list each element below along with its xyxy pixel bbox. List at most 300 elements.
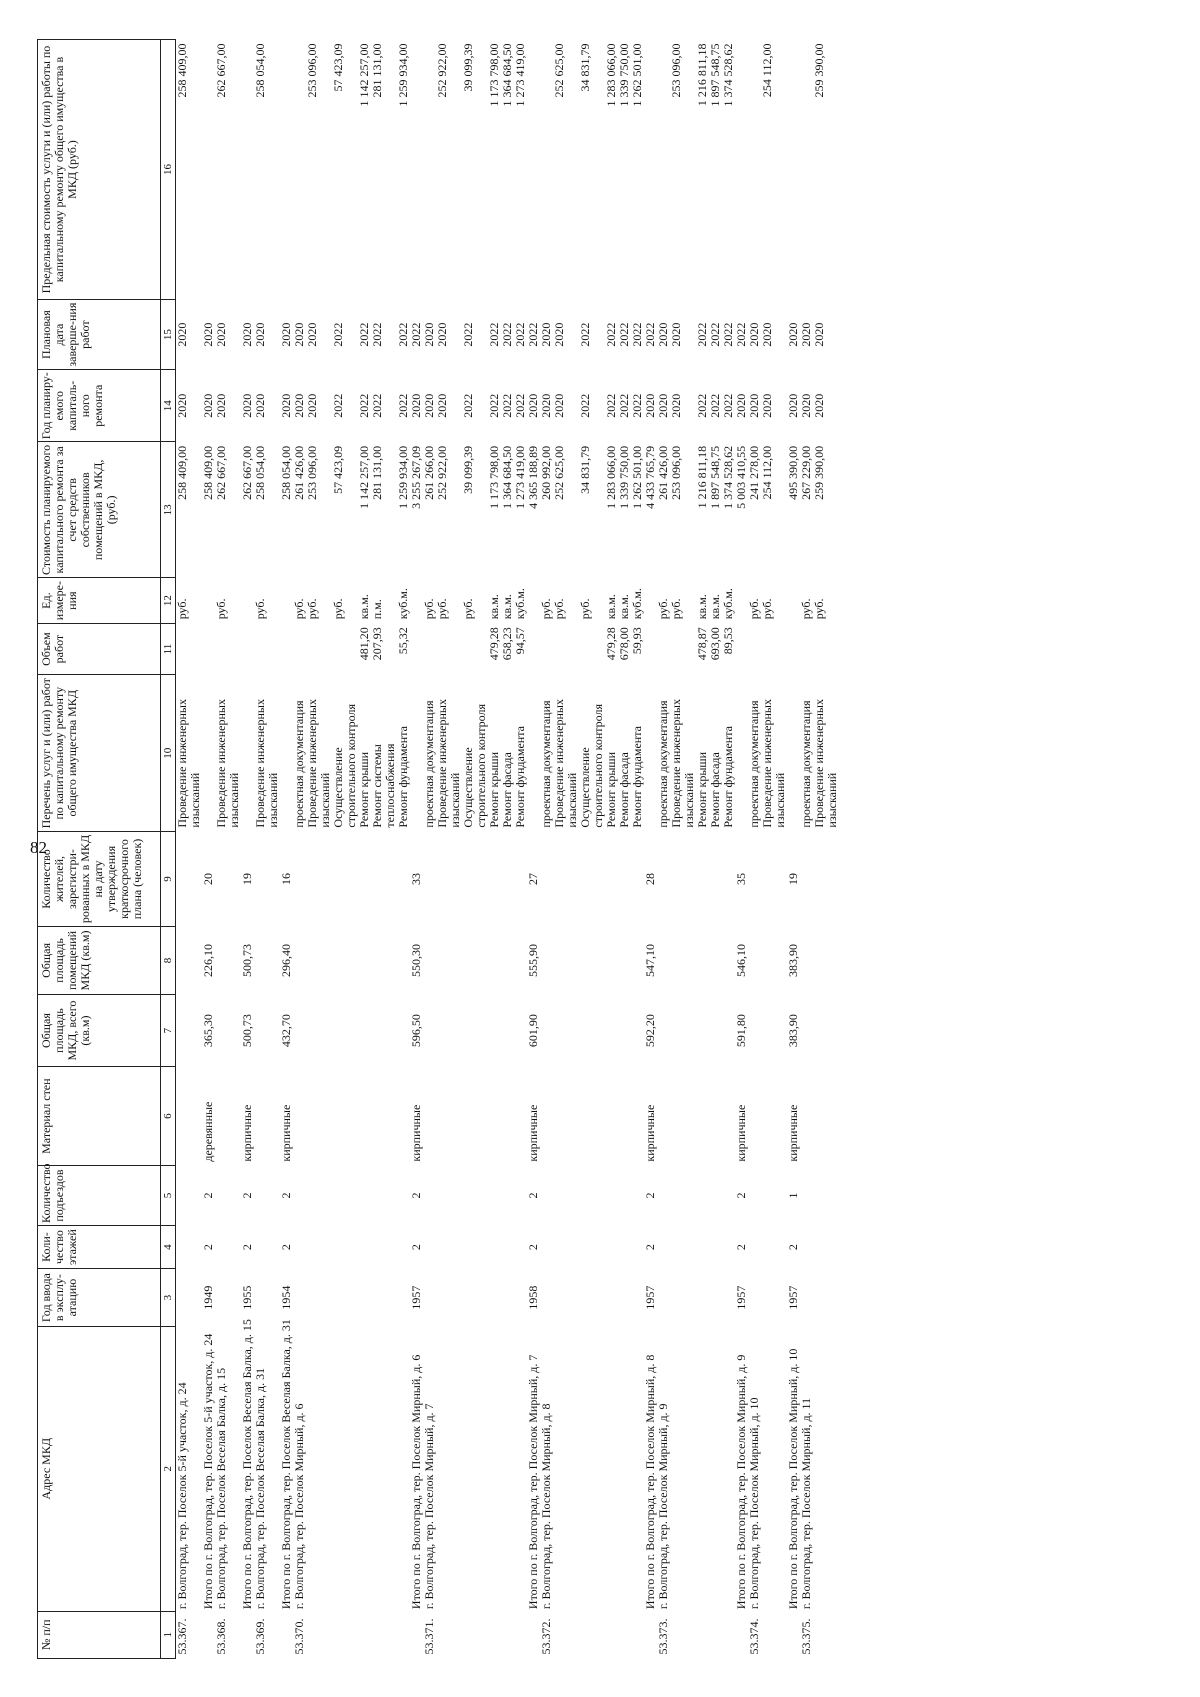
col-number: 7 [161,994,176,1066]
cell-work-type: Ремонт фундамента [630,726,644,828]
cell-address [761,1326,787,1611]
cell-unit: кв.м. [500,594,514,620]
cell-volume [254,623,280,675]
cell-cost: 495 390,00 [786,445,800,500]
cell-plan-year: 2020 [409,393,423,418]
cell-limit-cost: 281 131,00 [370,43,384,98]
cell-total-area [813,994,839,1066]
cell-entrances [748,1166,761,1226]
cell-plan-year: 2022 [370,393,384,418]
col-header: Общая площадь МКД, всего (кв.м) [38,994,161,1066]
cell-premises-area: 383,90 [786,943,800,977]
cell-work-type: проектная документация [422,700,436,828]
cell-premises-area [423,926,436,994]
table-row [371,40,397,1659]
cell-plan-year: 2020 [435,393,449,418]
cell-plan-year: 2020 [214,393,228,418]
cell-unit: руб. [422,598,436,620]
cell-volume: 481,20 [357,627,371,661]
cell-volume [553,623,579,675]
cell-wall-material: кирпичные [526,1104,540,1162]
cell-entrances [800,1166,813,1226]
cell-cost: 1 283 066,00 [604,445,618,509]
cell-address [579,1326,605,1611]
cell-floors [748,1225,761,1268]
cell-unit: кв.м. [617,594,631,620]
cell-year [670,1269,696,1327]
cell-limit-cost: 262 667,00 [214,43,228,98]
cell-cost: 254 112,00 [760,445,774,500]
cell-entrances: 2 [279,1192,293,1199]
cell-volume [215,623,241,675]
table-row [579,40,605,1659]
cell-plan-year: 2022 [513,393,527,418]
cell-year [709,1269,722,1327]
cell-unit: кв.м. [708,594,722,620]
cell-work-type: проектная документация [656,700,670,828]
cell-plan-year: 2022 [617,393,631,418]
cell-floors [306,1225,332,1268]
table-row [618,40,631,1659]
cell-plan-end: 2020 [292,322,306,347]
cell-entrances [579,1166,605,1226]
cell-plan-year: 2022 [331,393,345,418]
col-number: 11 [161,623,176,675]
cell-number: 53.373. [656,1618,670,1655]
cell-entrances [605,1166,618,1226]
cell-number [722,1611,735,1658]
cell-work-type: Проведение инженерных изысканий [669,699,696,828]
col-number: 8 [161,926,176,994]
cell-plan-year: 2020 [201,393,215,418]
table-row [605,40,618,1659]
cell-total-area [358,994,371,1066]
cell-plan-end: 2020 [747,322,761,347]
cell-plan-year: 2020 [812,393,826,418]
cell-floors [215,1225,241,1268]
cell-residents [293,832,306,927]
cell-residents [254,832,280,927]
cell-address: г. Волгоград, тер. Поселок Мирный, д. 7 [422,1403,436,1610]
table-row [800,40,813,1659]
cell-wall-material [215,1067,241,1166]
cell-number [813,1611,839,1658]
cell-year [579,1269,605,1327]
cell-volume: 207,93 [370,627,384,661]
cell-floors: 2 [643,1244,657,1251]
cell-number [332,1611,358,1658]
cell-plan-year: 2020 [786,393,800,418]
cell-unit: п.м. [370,599,384,620]
cell-plan-year: 2020 [656,393,670,418]
cell-work-type: Ремонт фасада [617,752,631,828]
cell-work-type: Осуществление строительного контроля [461,703,488,828]
cell-number [358,1611,371,1658]
cell-residents [579,832,605,927]
cell-total-area: 383,90 [786,1014,800,1048]
cell-plan-year: 2022 [487,393,501,418]
cell-total-area [579,994,605,1066]
cell-premises-area [176,926,203,994]
cell-address: Итого по г. Волгоград, тер. Поселок Мирный, д. 10 [786,1348,800,1610]
cell-plan-end: 2022 [370,322,384,347]
col-number: 4 [161,1225,176,1268]
cell-number [501,1611,514,1658]
cell-cost: 1 374 528,62 [721,445,735,509]
cell-plan-end: 2020 [279,322,293,347]
cell-floors [670,1225,696,1268]
cell-premises-area [501,926,514,994]
cell-residents [176,832,203,927]
cell-limit-cost [644,40,657,300]
cell-plan-year: 2020 [734,393,748,418]
cell-unit: руб. [292,598,306,620]
cell-limit-cost: 1 262 501,00 [630,43,644,107]
cell-wall-material: кирпичные [786,1104,800,1162]
cell-number [436,1611,462,1658]
col-header: Предельная стоимость услуги и (или) работы по капитальному ремонту общего имущества в МКД (руб.) [38,40,161,300]
cell-work-type: Ремонт крыши [487,751,501,828]
cell-address [605,1326,618,1611]
table-row [436,40,462,1659]
cell-floors [813,1225,839,1268]
cell-wall-material [761,1067,787,1166]
cell-plan-year: 2020 [552,393,566,418]
cell-entrances [696,1166,709,1226]
cell-year [371,1269,397,1327]
cell-year [501,1269,514,1327]
cell-limit-cost: 254 112,00 [760,43,774,98]
cell-number [579,1611,605,1658]
cell-limit-cost: 259 390,00 [812,43,826,98]
cell-unit: руб. [305,598,319,620]
cell-plan-end: 2022 [578,322,592,347]
cell-volume [306,623,332,675]
cell-limit-cost: 1 339 750,00 [617,43,631,107]
col-header: Ед. измере-ния [38,578,161,623]
cell-floors [800,1225,813,1268]
cell-plan-year: 2022 [604,393,618,418]
cell-volume [670,623,696,675]
cell-total-area [748,994,761,1066]
cell-plan-year: 2020 [539,393,553,418]
cell-work-type: Ремонт фундамента [513,726,527,828]
cell-number [514,1611,527,1658]
cell-entrances [618,1166,631,1226]
cell-residents [358,832,371,927]
cell-volume [579,623,605,675]
cell-plan-year: 2020 [253,393,267,418]
cell-entrances [709,1166,722,1226]
cell-work-type: Осуществление строительного контроля [578,703,605,828]
cell-address [371,1326,397,1611]
table-row [176,40,203,1659]
cell-total-area [462,994,488,1066]
cell-residents [540,832,553,927]
cell-floors: 2 [240,1244,254,1251]
table-row [215,40,241,1659]
cell-limit-cost: 1 173 798,00 [487,43,501,107]
cell-work-type: Ремонт фасада [708,752,722,828]
table-row [670,40,696,1659]
cell-unit: кв.м. [357,594,371,620]
cell-limit-cost: 34 831,79 [578,43,592,92]
cell-number [553,1611,579,1658]
table-row [761,40,787,1659]
cell-work-type: Ремонт крыши [695,751,709,828]
cell-plan-year: 2022 [630,393,644,418]
cell-work-type: Ремонт фасада [500,752,514,828]
cell-residents [657,832,670,927]
cell-residents: 16 [279,873,293,886]
cell-wall-material [579,1067,605,1166]
cell-wall-material [462,1067,488,1166]
cell-floors: 2 [409,1244,423,1251]
cell-plan-end: 2022 [734,322,748,347]
cell-cost: 39 099,39 [461,445,475,494]
table-row [358,40,371,1659]
cell-year [436,1269,462,1327]
cell-floors [618,1225,631,1268]
cell-work-type: Осуществление строительного контроля [331,703,358,828]
cell-cost: 1 364 684,50 [500,445,514,509]
cell-cost: 1 339 750,00 [617,445,631,509]
cell-unit: руб. [175,598,189,620]
cell-year [488,1269,501,1327]
cell-total-area [332,994,358,1066]
cell-plan-end: 2022 [396,322,410,347]
cell-limit-cost: 1 273 419,00 [513,43,527,107]
cell-entrances [462,1166,488,1226]
cell-floors [293,1225,306,1268]
cell-number [618,1611,631,1658]
col-header: Материал стен [38,1067,161,1166]
cell-wall-material [254,1067,280,1166]
cell-limit-cost: 57 423,09 [331,43,345,92]
cell-residents [462,832,488,927]
cell-cost: 253 096,00 [669,445,683,500]
cell-plan-end: 2020 [240,322,254,347]
cell-residents [605,832,618,927]
cell-volume [241,623,254,675]
cell-floors: 2 [201,1244,215,1251]
cell-floors [488,1225,501,1268]
cell-residents [215,832,241,927]
cell-wall-material [657,1067,670,1166]
col-header: Коли-чество этажей [38,1225,161,1268]
cell-plan-end: 2022 [487,322,501,347]
cell-unit: куб.м. [513,588,527,620]
cell-cost: 258 054,00 [253,445,267,500]
cell-plan-year: 2020 [526,393,540,418]
cell-plan-year: 2020 [760,393,774,418]
cell-cost: 1 897 548,75 [708,445,722,509]
cell-total-area: 592,20 [643,1014,657,1048]
cell-number [605,1611,618,1658]
cell-premises-area [306,926,332,994]
cell-limit-cost: 1 142 257,00 [357,43,371,107]
cell-total-area: 596,50 [409,1014,423,1048]
cell-plan-end: 2020 [812,322,826,347]
cell-wall-material [306,1067,332,1166]
cell-cost: 5 003 410,55 [734,445,748,509]
cell-volume: 55,32 [396,627,410,655]
cell-volume: 678,00 [617,627,631,661]
table-row [462,40,488,1659]
col-number: 6 [161,1067,176,1166]
cell-plan-year: 2020 [175,393,189,418]
col-header: Количество подъездов [38,1166,161,1226]
cell-wall-material [540,1067,553,1166]
cell-total-area [540,994,553,1066]
cell-premises-area [813,926,839,994]
cell-floors [436,1225,462,1268]
cell-address: г. Волгоград, тер. Поселок Мирный, д. 6 [292,1403,306,1610]
cell-premises-area [657,926,670,994]
table-row [709,40,722,1659]
cell-number [371,1611,397,1658]
cell-entrances [436,1166,462,1226]
cell-work-type: проектная документация [747,700,761,828]
col-number: 12 [161,578,176,623]
cell-volume [202,623,215,675]
cell-wall-material [709,1067,722,1166]
col-number: 5 [161,1166,176,1226]
cell-volume [787,623,800,675]
cell-plan-year: 2022 [721,393,735,418]
cell-floors [462,1225,488,1268]
cell-total-area: 432,70 [279,1014,293,1048]
cell-floors [254,1225,280,1268]
cell-number [397,1611,410,1658]
cell-cost: 261 426,00 [292,445,306,500]
cell-entrances [553,1166,579,1226]
capital-repair-table [37,39,839,1659]
cell-volume: 89,53 [721,627,735,655]
cell-wall-material: кирпичные [643,1104,657,1162]
cell-year [553,1269,579,1327]
cell-address: Итого по г. Волгоград, тер. Поселок 5-й участок, д. 24 [201,1333,215,1610]
cell-premises-area [254,926,280,994]
cell-year [605,1269,618,1327]
cell-work-type: Ремонт системы теплоснабжения [370,743,397,828]
cell-entrances [332,1166,358,1226]
cell-total-area: 591,80 [734,1014,748,1048]
cell-cost: 258 409,00 [175,445,189,500]
cell-address: Итого по г. Волгоград, тер. Поселок Мирный, д. 8 [643,1354,657,1610]
cell-cost: 4 365 188,89 [526,445,540,509]
cell-premises-area [696,926,709,994]
cell-premises-area: 500,73 [240,943,254,977]
cell-entrances: 2 [643,1192,657,1199]
cell-plan-end: 2022 [513,322,527,347]
cell-premises-area: 226,10 [201,943,215,977]
cell-entrances: 2 [201,1192,215,1199]
cell-plan-end: 2022 [526,322,540,347]
column-number-row [161,40,176,1659]
cell-premises-area [371,926,397,994]
cell-plan-year: 2020 [747,393,761,418]
cell-volume [332,623,358,675]
cell-cost: 267 229,00 [799,445,813,500]
cell-premises-area [293,926,306,994]
cell-residents [332,832,358,927]
cell-limit-cost: 1 897 548,75 [708,43,722,107]
table-row [293,40,306,1659]
cell-volume [657,623,670,675]
cell-entrances [488,1166,501,1226]
cell-wall-material [293,1067,306,1166]
cell-limit-cost [280,40,293,300]
cell-work-type: проектная документация [292,700,306,828]
cell-address: г. Волгоград, тер. Поселок 5-й участок, д. 24 [175,1382,189,1610]
cell-plan-end: 2020 [201,322,215,347]
col-header: Объем работ [38,623,161,675]
cell-residents [501,832,514,927]
cell-entrances [657,1166,670,1226]
cell-premises-area [579,926,605,994]
cell-year [800,1269,813,1327]
cell-plan-year: 2020 [422,393,436,418]
cell-residents [709,832,722,927]
col-number: 14 [161,370,176,442]
cell-entrances [423,1166,436,1226]
cell-cost: 1 273 419,00 [513,445,527,509]
cell-work-type: проектная документация [539,700,553,828]
cell-limit-cost: 252 625,00 [552,43,566,98]
cell-residents [696,832,709,927]
cell-plan-end: 2022 [695,322,709,347]
cell-residents: 33 [409,873,423,886]
cell-cost: 1 262 501,00 [630,445,644,509]
cell-plan-end: 2022 [409,322,423,347]
cell-work-type: Проведение инженерных изысканий [435,699,462,828]
cell-work-type: Ремонт фундамента [721,726,735,828]
cell-cost: 252 625,00 [552,445,566,500]
cell-total-area: 365,30 [201,1014,215,1048]
cell-number: 53.371. [422,1618,436,1655]
cell-limit-cost [527,40,540,300]
cell-address [488,1326,501,1611]
cell-limit-cost: 39 099,39 [461,43,475,92]
cell-volume [410,623,423,675]
cell-total-area [488,994,501,1066]
cell-wall-material: кирпичные [734,1104,748,1162]
cell-plan-end: 2020 [253,322,267,347]
cell-number [670,1611,696,1658]
cell-volume: 479,28 [604,627,618,661]
cell-year [423,1269,436,1327]
cell-year: 1958 [526,1285,540,1310]
cell-plan-year: 2020 [279,393,293,418]
cell-address: г. Волгоград, тер. Поселок Веселая Балка, д. 31 [253,1367,267,1610]
cell-number: 53.375. [799,1618,813,1655]
cell-limit-cost [735,40,748,300]
cell-volume [761,623,787,675]
cell-cost: 258 409,00 [201,445,215,500]
cell-number [306,1611,332,1658]
cell-premises-area [709,926,722,994]
cell-premises-area [332,926,358,994]
table-row [501,40,514,1659]
cell-plan-end: 2022 [604,322,618,347]
cell-address [618,1326,631,1611]
cell-total-area [761,994,787,1066]
table-row [657,40,670,1659]
cell-residents [618,832,631,927]
col-header: Общая площадь помещений МКД (кв.м) [38,926,161,994]
page-number: 82 [30,838,47,857]
